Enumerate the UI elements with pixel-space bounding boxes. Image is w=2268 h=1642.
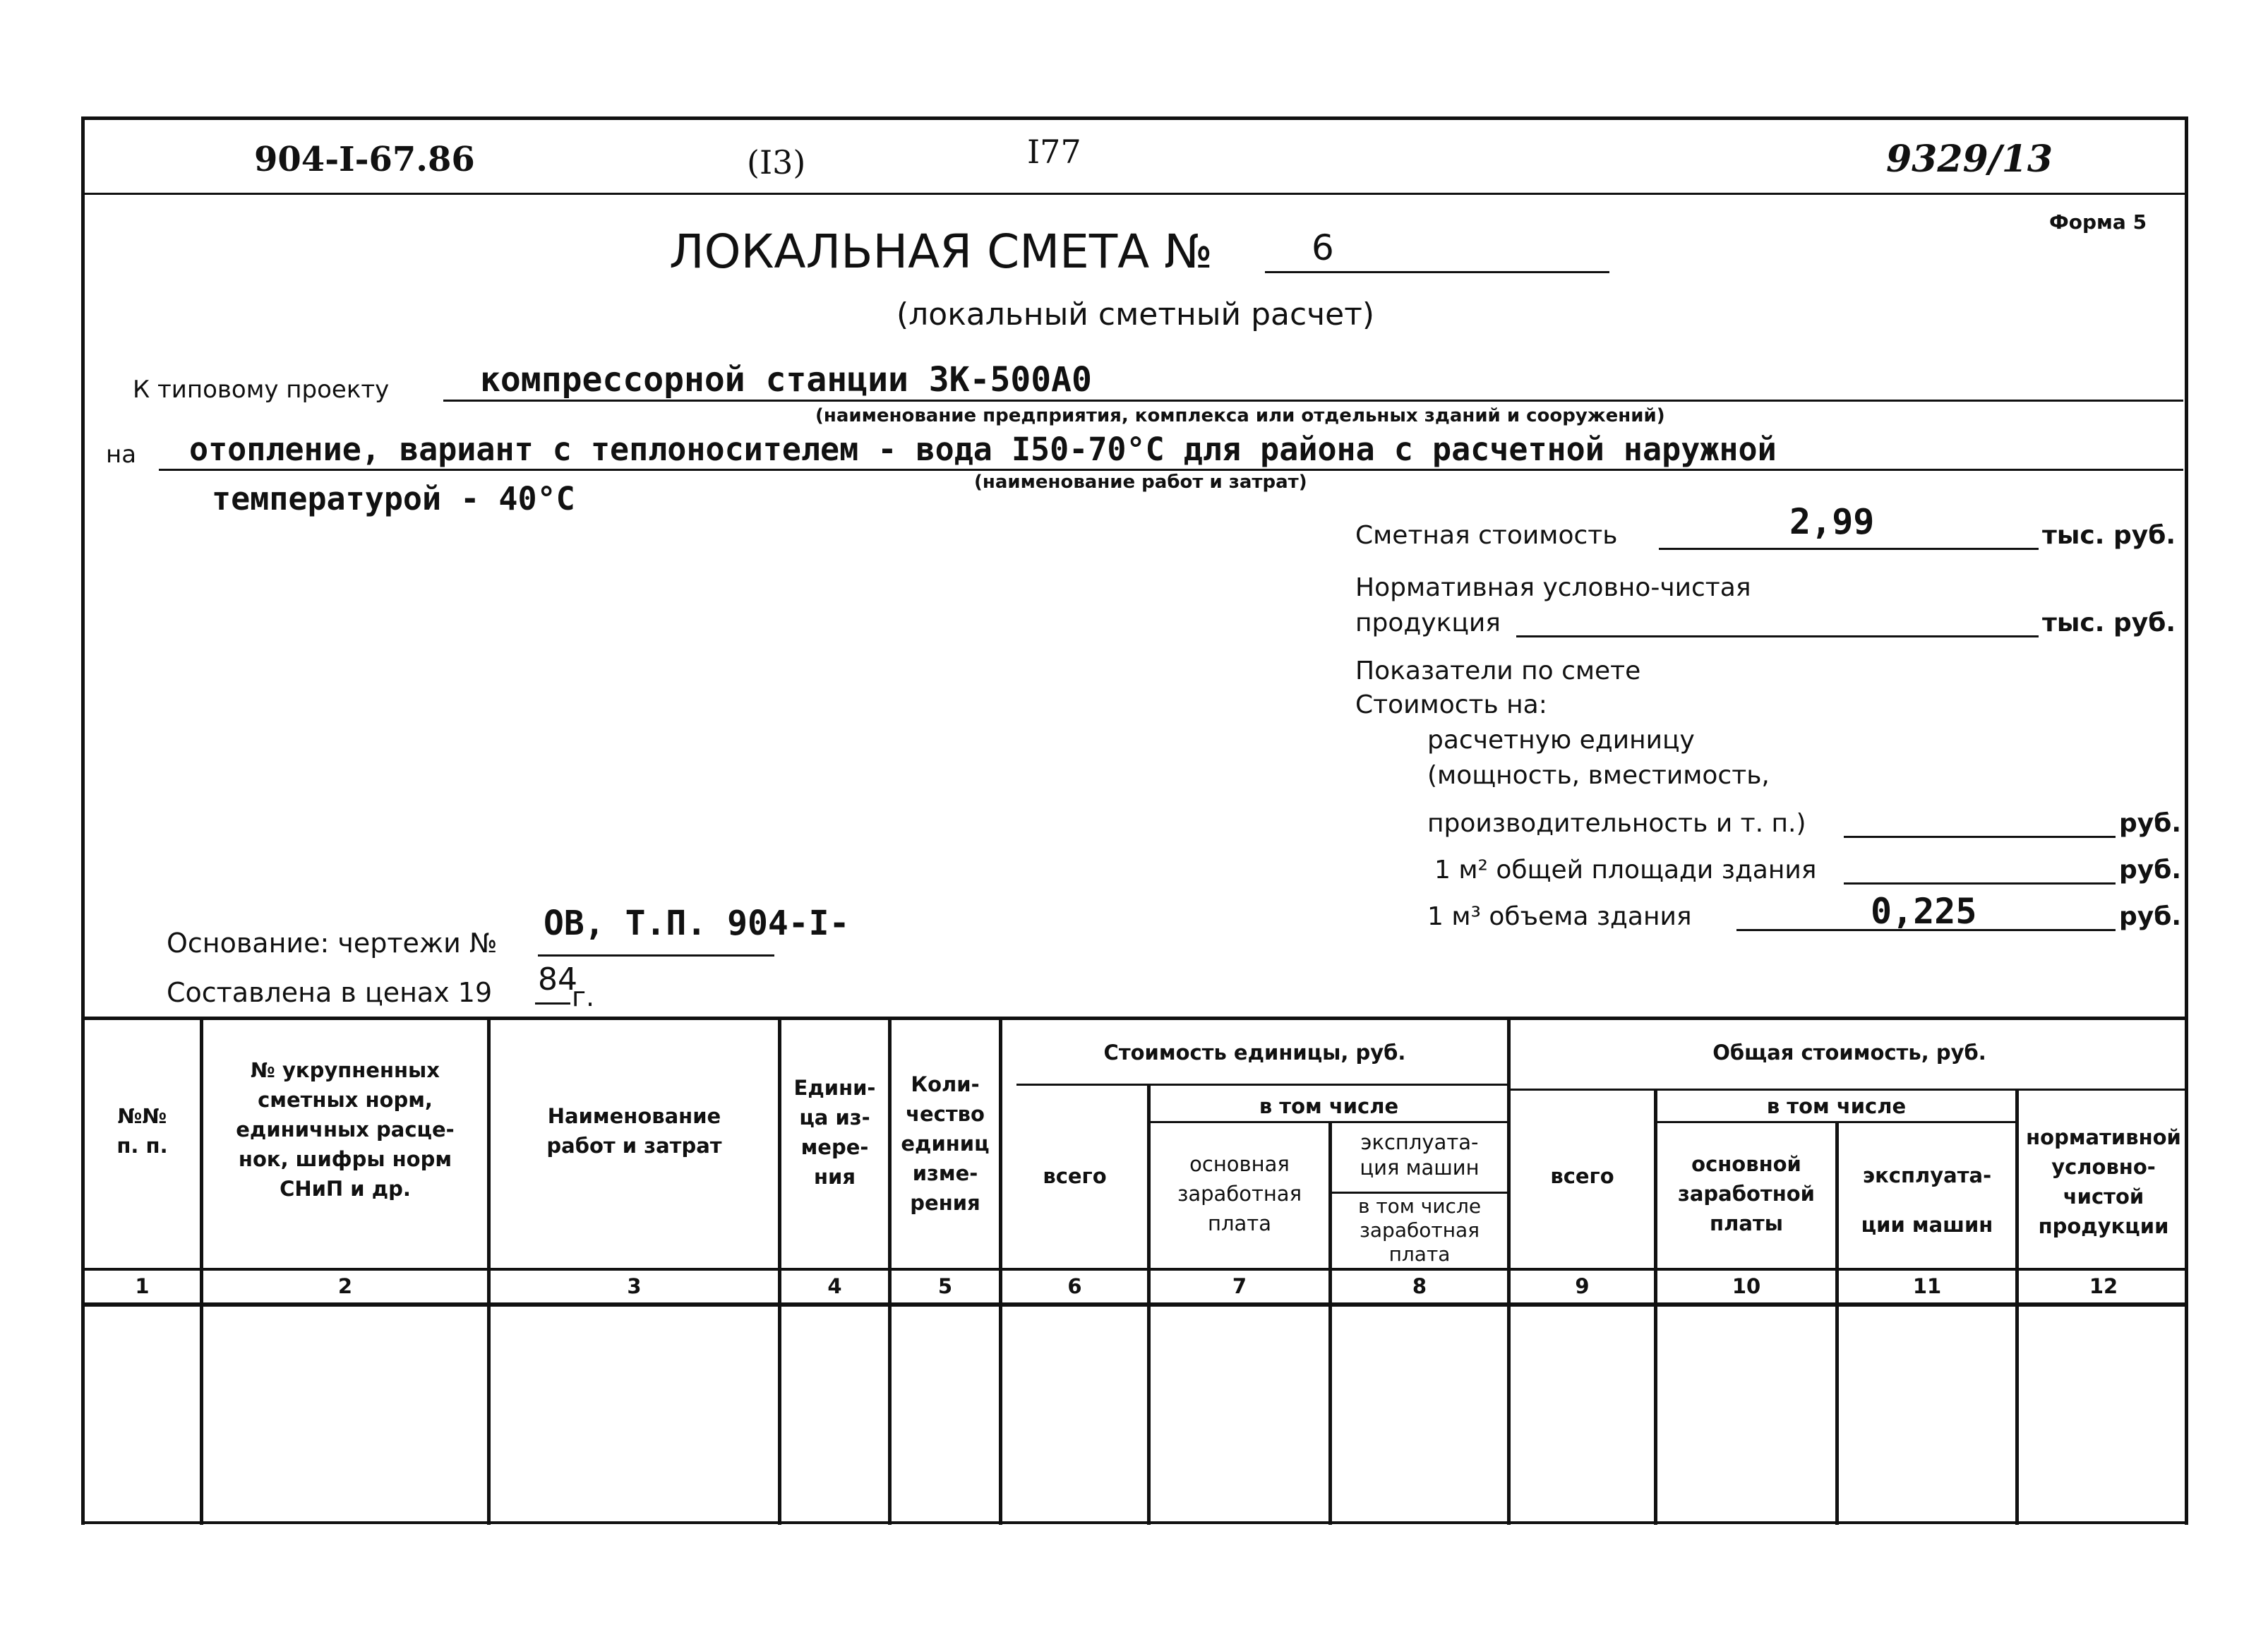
header-col-4: [781, 1073, 888, 1192]
frame-right-border: [2185, 116, 2188, 1525]
header-col-7-line: заработная: [1177, 1182, 1302, 1206]
unit-incl-line: [1151, 1121, 1507, 1123]
normative-underline: [1516, 635, 2039, 637]
header-col-2-line: № укрупненных: [251, 1058, 440, 1082]
estimated-cost-value: 2,99: [1789, 501, 1875, 542]
prices-label: Составлена в ценах 19: [167, 977, 493, 1008]
total-incl-header: в том числе: [1766, 1094, 1907, 1118]
col-number-2: 2: [337, 1274, 353, 1298]
unit-group-line: [1016, 1084, 1507, 1086]
project-code: 904-I-67.86: [254, 140, 475, 179]
header-col-10-line: основной: [1691, 1152, 1801, 1176]
calc-unit-unit: руб.: [2119, 809, 2182, 838]
header-col-8-bottom: [1332, 1194, 1507, 1266]
header-col-2: [203, 1055, 487, 1204]
col-line-8: [1507, 1020, 1511, 1525]
col-number-6: 6: [1067, 1274, 1082, 1298]
table-top-border: [81, 1017, 2188, 1020]
header-bottom-line: [81, 1268, 2188, 1271]
header-col-2-line: СНиП и др.: [280, 1177, 411, 1201]
header-col-4-line: ния: [814, 1165, 856, 1189]
per-m2-label: 1 м² общей площади здания: [1434, 856, 1817, 885]
col-number-8: 8: [1412, 1274, 1427, 1298]
normative-label-1: Нормативная условно-чистая: [1355, 573, 1751, 602]
project-value: компрессорной станции 3К-500А0: [480, 360, 1092, 400]
total-cost-group-header: Общая стоимость, руб.: [1712, 1041, 1986, 1065]
prices-suffix: г.: [572, 981, 595, 1012]
frame-left-border: [81, 116, 85, 1525]
header-col-12-line: продукции: [2038, 1214, 2169, 1238]
header-col-1-line: п. п.: [116, 1134, 168, 1158]
header-col-11-line: эксплуата-: [1862, 1163, 1992, 1187]
basis-underline: [538, 954, 774, 957]
calc-unit-line-3: производительность и т. п.): [1427, 809, 1806, 838]
col-number-5: 5: [937, 1274, 953, 1298]
header-col-5-line: рения: [910, 1191, 980, 1215]
title-number-underline: [1265, 271, 1609, 273]
estimated-cost-unit: тыс. руб.: [2042, 521, 2176, 550]
header-col-4-line: мере-: [800, 1135, 869, 1159]
estimated-cost-label: Сметная стоимость: [1355, 521, 1618, 550]
header-col-8-bottom-line: в том числе: [1357, 1194, 1482, 1218]
per-m3-unit: руб.: [2119, 902, 2182, 931]
header-col-5-line: чество: [906, 1102, 985, 1126]
header-col-3: [491, 1101, 778, 1161]
col-number-3: 3: [627, 1274, 642, 1298]
page-title: ЛОКАЛЬНАЯ СМЕТА №: [669, 224, 1213, 279]
col-line-2: [487, 1020, 491, 1525]
header-col-2-line: нок, шифры норм: [238, 1147, 452, 1171]
per-m2-unit: руб.: [2119, 856, 2182, 885]
cost-per-label: Стоимость на:: [1355, 690, 1547, 719]
header-col-12-line: нормативной: [2026, 1125, 2181, 1149]
header-col-7-line: плата: [1208, 1211, 1271, 1235]
estimated-cost-underline: [1659, 548, 2039, 550]
calc-unit-line-1: расчетную единицу: [1427, 726, 1695, 755]
header-col-4-line: Едини-: [793, 1076, 876, 1100]
sheet-code: 9329/13: [1886, 138, 2053, 181]
form-label: Форма 5: [2049, 210, 2147, 234]
page-subtitle: (локальный сметный расчет): [896, 296, 1375, 332]
normative-label-2: продукция: [1355, 609, 1501, 637]
header-col-12-line: условно-: [2051, 1155, 2156, 1179]
header-col-7-line: основная: [1189, 1152, 1290, 1176]
header-col-12-line: чистой: [2063, 1185, 2144, 1209]
header-col-12: [2019, 1122, 2188, 1241]
indicators-label: Показатели по смете: [1355, 657, 1641, 685]
unit-cost-group-header: Стоимость единицы, руб.: [1103, 1041, 1406, 1065]
project-underline: [443, 400, 2183, 402]
header-col-3-line: работ и затрат: [546, 1134, 722, 1158]
per-m2-underline: [1844, 882, 2116, 885]
col-number-12: 12: [2089, 1274, 2118, 1298]
col-line-5: [999, 1020, 1002, 1525]
header-col-8-top: [1332, 1129, 1507, 1180]
basis-value: ОВ, Т.П. 904-I-: [544, 904, 850, 943]
section-number: (I3): [747, 143, 806, 181]
prices-year-underline: [535, 1002, 570, 1005]
col-number-11: 11: [1912, 1274, 1942, 1298]
per-m3-value: 0,225: [1871, 891, 1977, 932]
works-line-2: температурой - 40°С: [212, 480, 575, 517]
frame-top-border: [81, 116, 2188, 120]
header-col-3-line: Наименование: [547, 1104, 721, 1128]
col8-split-line: [1332, 1192, 1507, 1194]
col-numbers-bottom-line: [81, 1302, 2188, 1307]
header-col-2-line: сметных норм,: [258, 1088, 433, 1112]
header-col-10: [1657, 1149, 1835, 1238]
header-col-1-line: №№: [117, 1104, 167, 1128]
header-col-11: [1839, 1151, 2015, 1250]
header-col-1: [85, 1101, 200, 1161]
header-col-8-bottom-line: плата: [1388, 1242, 1451, 1266]
per-m3-label: 1 м³ объема здания: [1427, 902, 1692, 931]
calc-unit-line-2: (мощность, вместимость,: [1427, 761, 1770, 790]
header-col-6: всего: [1043, 1164, 1107, 1188]
header-col-4-line: ца из-: [799, 1105, 870, 1129]
col-number-7: 7: [1232, 1274, 1247, 1298]
works-caption: (наименование работ и затрат): [974, 472, 1307, 493]
header-divider: [81, 193, 2188, 195]
header-col-7: [1151, 1149, 1328, 1238]
header-col-2-line: единичных расце-: [236, 1117, 455, 1141]
basis-label: Основание: чертежи №: [167, 928, 498, 959]
header-col-5-line: единиц: [901, 1132, 990, 1156]
header-col-9: всего: [1550, 1164, 1614, 1188]
header-col-8-top-line: ция машин: [1360, 1156, 1480, 1180]
unit-incl-header: в том числе: [1259, 1094, 1399, 1118]
normative-unit: тыс. руб.: [2042, 609, 2176, 637]
header-col-10-line: заработной: [1677, 1182, 1815, 1206]
header-col-10-line: платы: [1710, 1211, 1783, 1235]
works-line-1: отопление, вариант с теплоносителем - вода I50-70°С для района с расчетной наружной: [189, 431, 1777, 468]
prices-year: 84: [538, 961, 577, 997]
col-line-7: [1328, 1122, 1332, 1525]
table-bottom-line: [81, 1521, 2188, 1524]
title-number: 6: [1312, 227, 1334, 268]
total-group-line: [1507, 1089, 2188, 1091]
page-number: I77: [1027, 133, 1081, 171]
calc-unit-underline: [1844, 836, 2116, 838]
header-col-11-line: ции машин: [1861, 1213, 1993, 1237]
total-incl-line: [1657, 1121, 2015, 1123]
header-col-5: [892, 1069, 999, 1218]
project-caption: (наименование предприятия, комплекса или отдельных зданий и сооружений): [815, 405, 1665, 426]
col-number-9: 9: [1575, 1274, 1590, 1298]
col-number-1: 1: [135, 1274, 150, 1298]
col-number-4: 4: [827, 1274, 842, 1298]
header-col-5-line: изме-: [912, 1161, 978, 1185]
works-underline: [159, 469, 2183, 471]
project-label: К типовому проекту: [133, 376, 390, 404]
header-col-5-line: Коли-: [911, 1072, 980, 1096]
header-col-8-bottom-line: заработная: [1360, 1218, 1480, 1242]
works-label: на: [106, 441, 137, 469]
header-col-8-top-line: эксплуата-: [1360, 1130, 1479, 1154]
col-number-10: 10: [1732, 1274, 1761, 1298]
